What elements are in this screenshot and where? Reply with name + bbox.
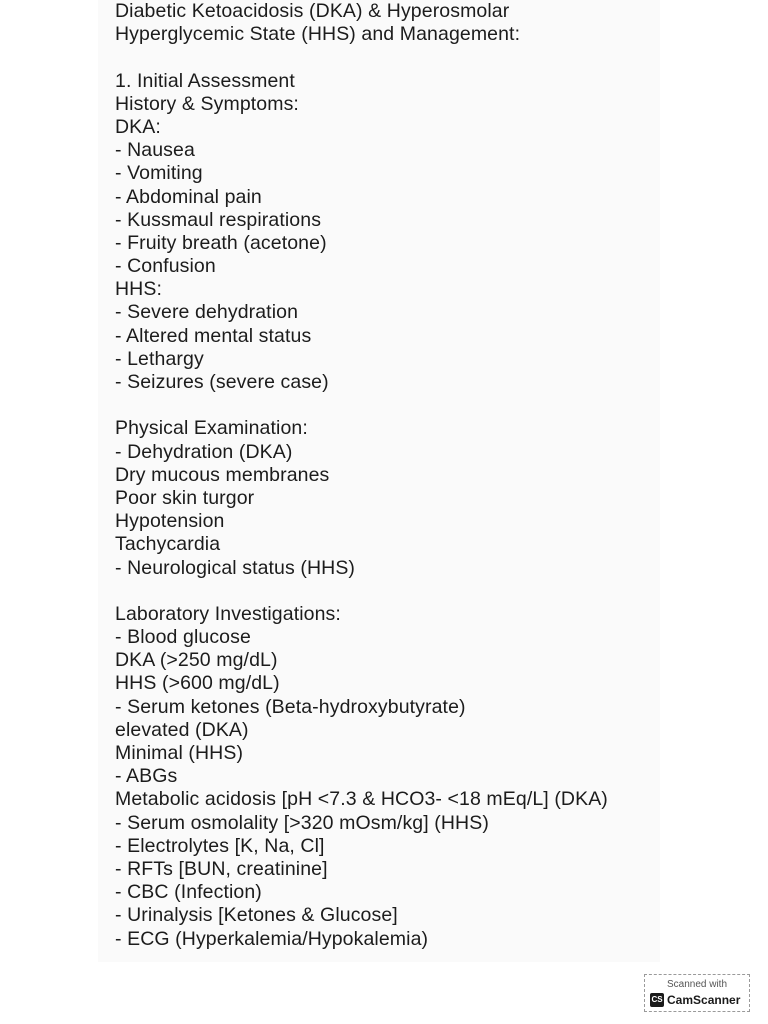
dka-symptom-item: - Fruity breath (acetone) (115, 231, 327, 254)
lab-line: - Electrolytes [K, Na, Cl] (115, 834, 325, 857)
lab-line: Metabolic acidosis [pH <7.3 & HCO3- <18 mEq/L] (DKA) (115, 788, 608, 811)
physical-exam-line: Tachycardia (115, 533, 221, 556)
physical-exam-line: Dry mucous membranes (115, 463, 330, 486)
lab-line: - ABGs (115, 765, 178, 788)
hhs-symptom-item: - Altered mental status (115, 324, 312, 347)
lab-line: - Urinalysis [Ketones & Glucose] (115, 904, 398, 927)
watermark-caption: Scanned with (666, 979, 728, 990)
section-heading-initial-assessment: 1. Initial Assessment (115, 69, 295, 92)
lab-line: HHS (>600 mg/dL) (115, 672, 280, 695)
physical-exam-line: Hypotension (115, 510, 225, 533)
watermark-brand-row (650, 993, 740, 1007)
hhs-symptom-item: - Seizures (severe case) (115, 371, 329, 393)
watermark-brand-name: CamScanner (667, 993, 741, 1007)
lab-line: - CBC (Infection) (115, 881, 262, 904)
lab-line: - Serum ketones (Beta-hydroxybutyrate) (115, 695, 466, 718)
hhs-symptom-item: - Severe dehydration (115, 301, 299, 324)
physical-exam-line: Poor skin turgor (115, 486, 255, 509)
spacer (115, 46, 695, 69)
camscanner-logo-icon: CS (650, 993, 664, 1007)
lab-line: - RFTs [BUN, creatinine] (115, 857, 328, 880)
dka-symptom-item: - Nausea (115, 139, 195, 162)
hhs-label: HHS: (115, 278, 162, 301)
dka-symptom-item: - Kussmaul respirations (115, 208, 322, 231)
lab-heading: Laboratory Investigations: (115, 602, 341, 625)
lab-line: - ECG (Hyperkalemia/Hypokalemia) (115, 927, 429, 950)
dka-symptom-item: - Abdominal pain (115, 185, 262, 208)
spacer (115, 394, 695, 417)
title-line-2: Hyperglycemic State (HHS) and Management: (115, 23, 521, 46)
lab-line: elevated (DKA) (115, 718, 249, 741)
physical-exam-line: - Dehydration (DKA) (115, 440, 293, 463)
lab-line: - Serum osmolality [>320 mOsm/kg] (HHS) (115, 811, 489, 834)
document-body (115, 0, 695, 951)
dka-symptom-item: - Confusion (115, 255, 216, 278)
dka-label: DKA: (115, 115, 161, 138)
title-line-1: Diabetic Ketoacidosis (DKA) & Hyperosmolar (115, 0, 510, 22)
subheading-history-symptoms: History & Symptoms: (115, 92, 299, 115)
dka-symptom-item: - Vomiting (115, 162, 203, 185)
lab-line: - Blood glucose (115, 626, 251, 649)
camscanner-watermark (644, 974, 750, 1012)
lab-line: Minimal (HHS) (115, 742, 244, 764)
physical-exam-line: - Neurological status (HHS) (115, 556, 356, 579)
hhs-symptom-item: - Lethargy (115, 347, 204, 370)
spacer (115, 580, 695, 603)
physical-exam-heading: Physical Examination: (115, 417, 308, 440)
lab-line: DKA (>250 mg/dL) (115, 649, 278, 672)
